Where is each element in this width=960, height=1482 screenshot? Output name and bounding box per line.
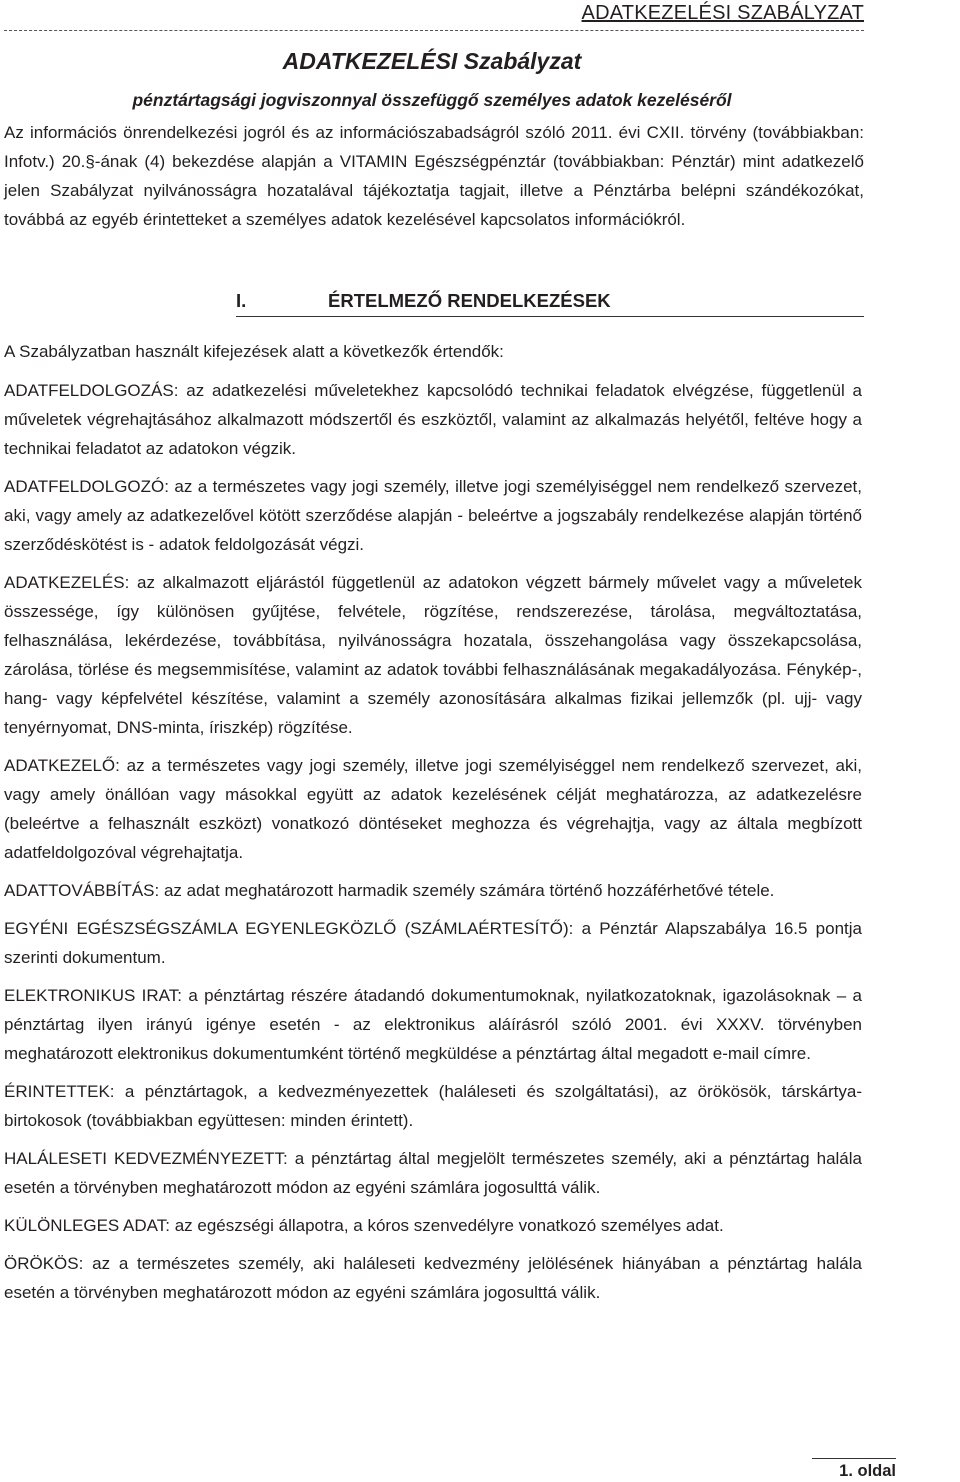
- definition-item: HALÁLESETI KEDVEZMÉNYEZETT: a pénztártag által megjelölt természetes személy, aki a pénztártag halála esetén a törvényben meghatározott módon az egyéni számlára jogosulttá válik.: [4, 1149, 862, 1197]
- intro-paragraph: Az információs önrendelkezési jogról és az információszabadságról szóló 2011. évi CXII. törvény (továbbiakban: Infotv.) 20.§-ának (4) bekezdése alapján a VITAMIN Egészségpénztár (továbbiakban: Pénztár) mint adatkezelő jelen Szabályzat nyilvánosságra hozatalával tájékoztatja tagjait, illetve a Pénztárba belépni szándékozókat, továbbá az egyéb érintetteket a személyes adatok kezelésével kapcsolatos információkról.: [4, 123, 864, 229]
- definitions-list: [4, 337, 862, 1316]
- definition-item: ADATFELDOLGOZÓ: az a természetes vagy jogi személy, illetve jogi személyiséggel nem rendelkező szervezet, aki, vagy amely az adatkezelővel kötött szerződése alapján - beleértve a jogszabály rendelkezése alapján történő szerződéskötést is - adatok feldolgozását végzi.: [4, 477, 862, 554]
- definition-item: EGYÉNI EGÉSZSÉGSZÁMLA EGYENLEGKÖZLŐ (SZÁMLAÉRTESÍTŐ): a Pénztár Alapszabálya 16.5 pontja szerinti dokumentum.: [4, 919, 862, 967]
- document-title: ADATKEZELÉSI Szabályzat: [282, 48, 582, 74]
- section-underline: [236, 316, 864, 317]
- definition-item: ADATFELDOLGOZÁS: az adatkezelési műveletekhez kapcsolódó technikai feladatok elvégzése, függetlenül a műveletek végrehajtásához alkalmazott módszertől és eszköztől, valamint az alkalmazás helyétől, feltéve hogy a technikai feladatot az adatokon végzik.: [4, 381, 862, 458]
- section-heading: [236, 288, 611, 314]
- definition-item: ELEKTRONIKUS IRAT: a pénztártag részére átadandó dokumentumoknak, nyilatkozatoknak, igazolásoknak – a pénztártag ilyen irányú igénye esetén - az elektronikus aláírásról szóló 2001. évi XXXV. törvényben meghatározott elektronikus dokumentumként történő megküldése a pénztártag által megadott e-mail címre.: [4, 986, 862, 1063]
- definition-item: ADATKEZELÉS: az alkalmazott eljárástól függetlenül az adatokon végzett bármely művelet vagy a műveletek összessége, így különösen gyűjtése, felvétele, rögzítése, rendszerezése, tárolása, megváltoztatása, felhasználása, lekérdezése, továbbítása, nyilvánosságra hozatala, összehangolása vagy összekapcsolása, zárolása, törlése és megsemmisítése, valamint az adatok további felhasználásának megakadályozása. Fénykép-, hang- vagy képfelvétel készítése, valamint a személy azonosítására alkalmas fizikai jellemzők (pl. ujj- vagy tenyérnyomat, DNS-minta, íriszkép) rögzítése.: [4, 573, 862, 737]
- section-number: I.: [236, 290, 247, 311]
- definitions-lead: A Szabályzatban használt kifejezések alatt a következők értendők:: [4, 342, 504, 361]
- definition-item: ADATKEZELŐ: az a természetes vagy jogi személy, illetve jogi személyiséggel nem rendelkező szervezet, aki, vagy amely önállóan vagy másokkal együtt az adatok kezelésének célját meghatározza, az adatkezelésre (beleértve a felhasznált eszközt) vonatkozó döntéseket meghozza és végrehajtja, vagy az általa megbízott adatfeldolgozóval végrehajtatja.: [4, 756, 862, 862]
- definition-item: ÉRINTETTEK: a pénztártagok, a kedvezményezettek (haláleseti és szolgáltatási), az örökösök, társkártya-birtokosok (továbbiakban együttesen: minden érintett).: [4, 1082, 862, 1130]
- section-title: ÉRTELMEZŐ RENDELKEZÉSEK: [328, 290, 611, 311]
- definition-item: ÖRÖKÖS: az a természetes személy, aki haláleseti kedvezmény jelölésének hiányában a pénztártag halála esetén a törvényben meghatározott módon az egyéni számlára jogosulttá válik.: [4, 1254, 862, 1302]
- definition-item: KÜLÖNLEGES ADAT: az egészségi állapotra, a kóros szenvedélyre vonatkozó személyes adat.: [4, 1216, 724, 1235]
- document-subtitle: pénztártagsági jogviszonnyal összefüggő személyes adatok kezeléséről: [132, 90, 732, 110]
- footer-rule: [812, 1458, 896, 1459]
- running-header: ADATKEZELÉSI SZABÁLYZAT: [581, 2, 864, 24]
- page-number: 1. oldal: [839, 1462, 896, 1480]
- definition-item: ADATTOVÁBBÍTÁS: az adat meghatározott harmadik személy számára történő hozzáférhetővé tétele.: [4, 881, 775, 900]
- header-dashed-rule: [4, 30, 864, 31]
